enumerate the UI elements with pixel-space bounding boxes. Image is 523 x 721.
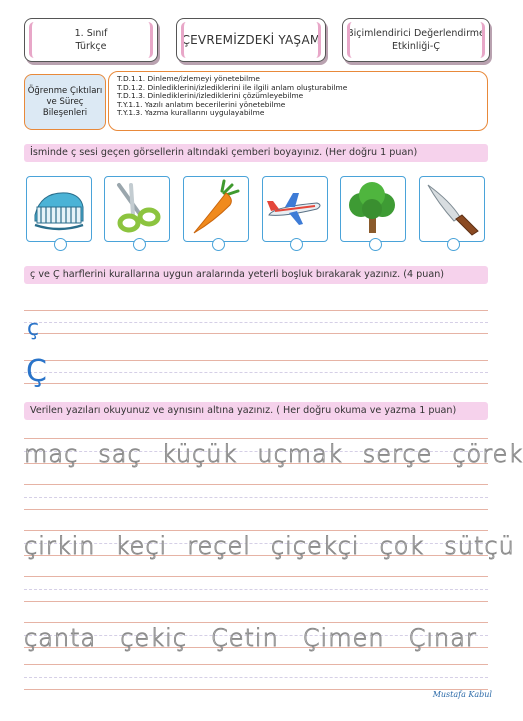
- carrot-card: [183, 176, 249, 242]
- writing-line[interactable]: [24, 484, 488, 510]
- trace-word: çekiç: [120, 624, 187, 652]
- writing-line[interactable]: [24, 360, 488, 384]
- crib-icon: [27, 177, 90, 240]
- trace-word: reçel: [187, 532, 251, 560]
- knife-card: [419, 176, 485, 242]
- trace-word: keçi: [115, 532, 168, 560]
- outcome-item: T.Y.1.1. Yazılı anlatım becerilerini yönetebilme: [117, 99, 286, 109]
- trace-word: sütçü: [444, 532, 515, 560]
- trace-row-2: [24, 532, 515, 560]
- trace-word: çörek: [452, 440, 523, 468]
- outcomes-label-line3: Bileşenleri: [42, 107, 88, 118]
- outcomes-label-line2: ve Süreç: [46, 96, 84, 107]
- evaluation-box: [342, 18, 490, 62]
- knife-icon: [420, 177, 483, 240]
- scissors-card: [104, 176, 170, 242]
- trace-word: çiçekçi: [270, 532, 360, 560]
- answer-circle[interactable]: [447, 238, 460, 251]
- tree-card: [340, 176, 406, 242]
- letter-c-lower: ç: [27, 316, 40, 341]
- outcome-item: T.D.1.3. Dinlediklerini/izlediklerini çözümleyebilme: [117, 91, 304, 101]
- outcome-item: T.D.1.2. Dinlediklerini/izlediklerini ile ilgili anlam oluşturabilme: [117, 82, 348, 92]
- title-box: [176, 18, 326, 62]
- trace-word: Çınar: [408, 624, 477, 652]
- trace-word: uçmak: [257, 440, 343, 468]
- airplane-icon: [263, 177, 326, 240]
- trace-word: çirkin: [24, 532, 96, 560]
- answer-circle[interactable]: [212, 238, 225, 251]
- subject-label: Türkçe: [75, 41, 107, 52]
- trace-word: Çetin: [210, 624, 279, 652]
- instruction-1: İsminde ç sesi geçen görsellerin altındaki çemberi boyayınız. (Her doğru 1 puan): [24, 144, 488, 162]
- outcomes-label: [24, 74, 106, 130]
- outcome-item: T.Y.1.3. Yazma kurallarını uygulayabilme: [117, 108, 265, 118]
- scissors-icon: [105, 177, 168, 240]
- tree-icon: [341, 177, 404, 240]
- trace-word: serçe: [362, 440, 433, 468]
- trace-row-1: [24, 440, 523, 468]
- airplane-card: [262, 176, 328, 242]
- answer-circle[interactable]: [54, 238, 67, 251]
- letter-c-upper: Ç: [26, 354, 47, 389]
- outcomes-label-line1: Öğrenme Çıktıları: [27, 85, 103, 96]
- writing-line[interactable]: [24, 310, 488, 334]
- crib-card: [26, 176, 92, 242]
- outcomes-list: [108, 71, 488, 131]
- trace-word: Çimen: [302, 624, 385, 652]
- answer-circle[interactable]: [290, 238, 303, 251]
- writing-line[interactable]: [24, 576, 488, 602]
- trace-word: küçük: [161, 440, 238, 468]
- answer-circle[interactable]: [133, 238, 146, 251]
- class-label: 1. Sınıf: [74, 28, 108, 39]
- outcome-item: T.D.1.1. Dinleme/izlemeyi yönetebilme: [117, 74, 260, 83]
- trace-row-3: [24, 624, 488, 652]
- page-title: ÇEVREMİZDEKİ YAŞAM: [181, 32, 321, 47]
- trace-word: maç: [24, 440, 79, 468]
- carrot-icon: [184, 177, 247, 240]
- instruction-3: Verilen yazıları okuyunuz ve aynısını altına yazınız. ( Her doğru okuma ve yazma 1 puan): [24, 402, 488, 420]
- class-box: [24, 18, 158, 62]
- trace-word: saç: [98, 440, 142, 468]
- trace-word: çok: [379, 532, 425, 560]
- instruction-2: ç ve Ç harflerini kurallarına uygun aralarında yeterli boşluk bırakarak yazınız. (4 puan): [24, 266, 488, 284]
- writing-line[interactable]: [24, 664, 488, 690]
- answer-circle[interactable]: [369, 238, 382, 251]
- evaluation-label: Biçimlendirici Değerlendirme: [347, 28, 485, 39]
- activity-label: Etkinliği-Ç: [392, 41, 440, 52]
- author-signature: Mustafa Kabul: [432, 690, 492, 699]
- trace-word: çanta: [24, 624, 97, 652]
